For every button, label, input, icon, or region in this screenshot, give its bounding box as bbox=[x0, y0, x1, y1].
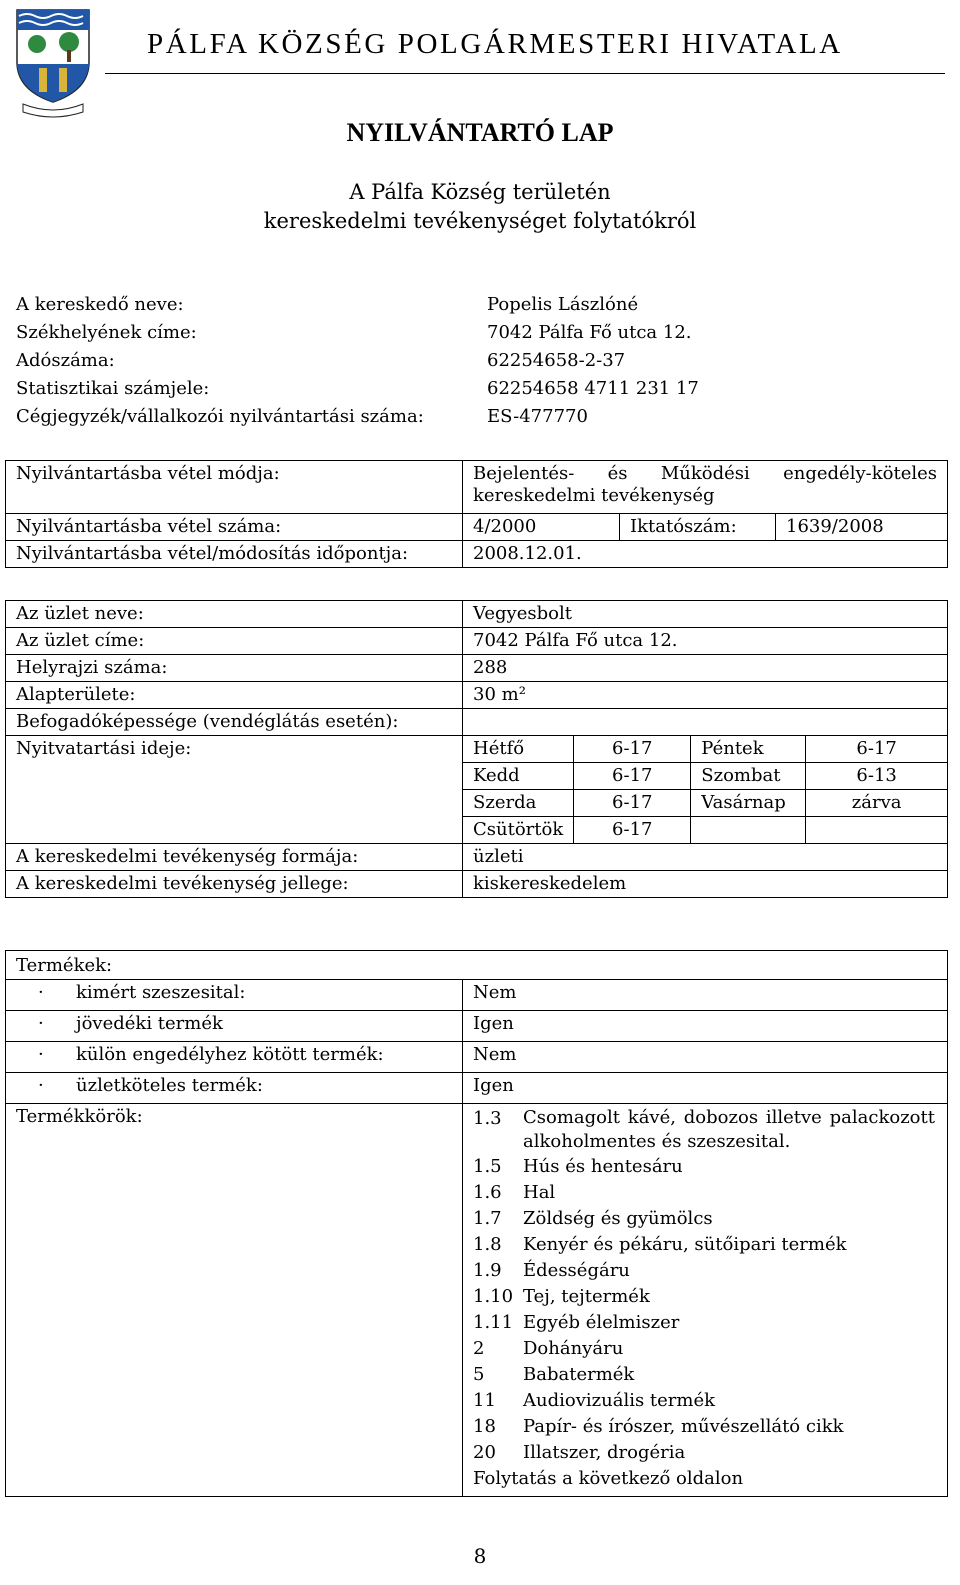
product-item-value: Igen bbox=[463, 1073, 948, 1104]
category-text: Illatszer, drogéria bbox=[523, 1442, 686, 1463]
table-row bbox=[6, 461, 948, 514]
category-item bbox=[473, 1154, 935, 1180]
category-list bbox=[473, 1106, 935, 1466]
category-item bbox=[473, 1232, 935, 1258]
category-code: 5 bbox=[473, 1364, 485, 1385]
activity-nature-label: A kereskedelmi tevékenység jellege: bbox=[6, 871, 463, 898]
category-item bbox=[473, 1388, 935, 1414]
shop-address-value: 7042 Pálfa Fő utca 12. bbox=[463, 628, 948, 655]
category-text: Édességáru bbox=[523, 1260, 630, 1281]
hours-day: Csütörtök bbox=[463, 817, 574, 844]
category-item bbox=[473, 1310, 935, 1336]
hours-day: Kedd bbox=[463, 763, 574, 790]
category-item bbox=[473, 1258, 935, 1284]
table-row bbox=[6, 1011, 948, 1042]
category-code: 1.8 bbox=[473, 1234, 502, 1255]
category-text: Csomagolt kávé, dobozos illetve palackozott alkoholmentes és szeszesital. bbox=[523, 1107, 935, 1152]
hours-time: 6-17 bbox=[574, 817, 691, 844]
merchant-address-label: Székhelyének címe: bbox=[16, 322, 197, 343]
category-code: 1.6 bbox=[473, 1182, 502, 1203]
municipal-crest bbox=[13, 2, 93, 120]
category-text: Egyéb élelmiszer bbox=[523, 1312, 680, 1333]
table-row bbox=[6, 514, 948, 541]
hours-day: Szombat bbox=[691, 763, 806, 790]
hours-time: zárva bbox=[806, 790, 948, 817]
registration-mode-value bbox=[463, 461, 948, 514]
hours-time: 6-17 bbox=[574, 763, 691, 790]
opening-hours-label: Nyitvatartási ideje: bbox=[6, 736, 463, 844]
table-row bbox=[6, 682, 948, 709]
bullet-icon: · bbox=[38, 1075, 44, 1096]
continued-note: Folytatás a következő oldalon bbox=[473, 1468, 744, 1489]
registration-table bbox=[5, 460, 948, 568]
category-text: Tej, tejtermék bbox=[523, 1286, 650, 1307]
header-rule bbox=[105, 73, 945, 74]
statistical-code-label: Statisztikai számjele: bbox=[16, 378, 210, 399]
hours-time bbox=[806, 817, 948, 844]
product-item-value: Igen bbox=[463, 1011, 948, 1042]
registration-mode-label: Nyilvántartásba vétel módja: bbox=[6, 461, 463, 514]
shop-address-label: Az üzlet címe: bbox=[6, 628, 463, 655]
product-categories-label: Termékkörök: bbox=[6, 1104, 463, 1497]
bullet-icon: · bbox=[38, 1044, 44, 1065]
shop-table bbox=[5, 600, 948, 898]
hours-day: Vasárnap bbox=[691, 790, 806, 817]
bullet-icon: · bbox=[38, 982, 44, 1003]
filing-number-value: 1639/2008 bbox=[776, 514, 948, 541]
hours-day: Hétfő bbox=[463, 736, 574, 763]
hours-time: 6-17 bbox=[806, 736, 948, 763]
hours-time: 6-17 bbox=[574, 736, 691, 763]
table-row bbox=[6, 871, 948, 898]
product-item-text: üzletköteles termék: bbox=[76, 1075, 263, 1096]
registration-number-value: 4/2000 bbox=[463, 514, 620, 541]
table-row bbox=[6, 1104, 948, 1497]
merchant-name-value: Popelis Lászlóné bbox=[487, 294, 639, 315]
table-row bbox=[6, 709, 948, 736]
table-row bbox=[6, 951, 948, 980]
registration-mode-value-line-2: kereskedelmi tevékenység bbox=[473, 485, 715, 506]
company-registry-label: Cégjegyzék/vállalkozói nyilvántartási száma: bbox=[16, 406, 424, 427]
category-text: Hús és hentesáru bbox=[523, 1156, 683, 1177]
category-code: 1.5 bbox=[473, 1156, 502, 1177]
category-text: Zöldség és gyümölcs bbox=[523, 1208, 713, 1229]
category-item bbox=[473, 1414, 935, 1440]
merchant-name-label: A kereskedő neve: bbox=[16, 294, 184, 315]
category-code: 1.3 bbox=[473, 1108, 502, 1129]
product-item-value: Nem bbox=[463, 1042, 948, 1073]
product-item-label bbox=[6, 1042, 463, 1073]
products-heading: Termékek: bbox=[6, 951, 948, 980]
table-row bbox=[6, 541, 948, 568]
bullet-icon: · bbox=[38, 1013, 44, 1034]
category-text: Papír- és írószer, művészellátó cikk bbox=[523, 1416, 844, 1437]
table-row bbox=[6, 628, 948, 655]
product-item-text: külön engedélyhez kötött termék: bbox=[76, 1044, 384, 1065]
statistical-code-value: 62254658 4711 231 17 bbox=[487, 378, 699, 399]
hours-day bbox=[691, 817, 806, 844]
product-item-text: kimért szeszesital: bbox=[76, 982, 246, 1003]
hours-day: Szerda bbox=[463, 790, 574, 817]
product-item-value: Nem bbox=[463, 980, 948, 1011]
product-item-label bbox=[6, 1011, 463, 1042]
category-code: 11 bbox=[473, 1390, 496, 1411]
category-text: Kenyér és pékáru, sütőipari termék bbox=[523, 1234, 847, 1255]
category-item bbox=[473, 1336, 935, 1362]
table-row bbox=[6, 980, 948, 1011]
merchant-address-value: 7042 Pálfa Fő utca 12. bbox=[487, 322, 692, 343]
filing-number-label: Iktatószám: bbox=[620, 514, 776, 541]
registration-mode-value-line-1: Bejelentés- és Működési engedély-köteles bbox=[473, 463, 937, 484]
office-header-title: PÁLFA KÖZSÉG POLGÁRMESTERI HIVATALA bbox=[147, 28, 843, 60]
page-number: 8 bbox=[473, 1544, 487, 1568]
category-code: 20 bbox=[473, 1442, 496, 1463]
products-table bbox=[5, 950, 948, 1497]
document-subtitle-2: kereskedelmi tevékenységet folytatókról bbox=[263, 209, 697, 233]
category-code: 18 bbox=[473, 1416, 496, 1437]
category-text: Babatermék bbox=[523, 1364, 635, 1385]
activity-nature-value: kiskereskedelem bbox=[463, 871, 948, 898]
category-item bbox=[473, 1180, 935, 1206]
category-item bbox=[473, 1284, 935, 1310]
category-code: 1.10 bbox=[473, 1286, 514, 1307]
registration-date-value: 2008.12.01. bbox=[463, 541, 948, 568]
shop-name-value: Vegyesbolt bbox=[463, 601, 948, 628]
product-categories-list bbox=[463, 1104, 948, 1497]
hours-time: 6-13 bbox=[806, 763, 948, 790]
table-row bbox=[6, 1073, 948, 1104]
category-code: 1.11 bbox=[473, 1312, 514, 1333]
category-item bbox=[473, 1440, 935, 1466]
hours-time: 6-17 bbox=[574, 790, 691, 817]
category-item bbox=[473, 1206, 935, 1232]
activity-form-label: A kereskedelmi tevékenység formája: bbox=[6, 844, 463, 871]
category-code: 2 bbox=[473, 1338, 485, 1359]
category-text: Audiovizuális termék bbox=[523, 1390, 716, 1411]
tax-number-value: 62254658-2-37 bbox=[487, 350, 626, 371]
lot-number-value: 288 bbox=[463, 655, 948, 682]
tax-number-label: Adószáma: bbox=[16, 350, 115, 371]
document-subtitle-1: A Pálfa Község területén bbox=[349, 180, 611, 204]
table-row bbox=[6, 844, 948, 871]
category-item bbox=[473, 1362, 935, 1388]
product-item-label bbox=[6, 1073, 463, 1104]
capacity-value bbox=[463, 709, 948, 736]
category-text: Hal bbox=[523, 1182, 556, 1203]
lot-number-label: Helyrajzi száma: bbox=[6, 655, 463, 682]
floor-area-label: Alapterülete: bbox=[6, 682, 463, 709]
registration-date-label: Nyilvántartásba vétel/módosítás időpontja: bbox=[6, 541, 463, 568]
registration-number-label: Nyilvántartásba vétel száma: bbox=[6, 514, 463, 541]
activity-form-value: üzleti bbox=[463, 844, 948, 871]
table-row bbox=[6, 601, 948, 628]
category-code: 1.7 bbox=[473, 1208, 502, 1229]
product-item-text: jövedéki termék bbox=[76, 1013, 223, 1034]
category-item bbox=[473, 1106, 935, 1154]
category-text: Dohányáru bbox=[523, 1338, 624, 1359]
table-row bbox=[6, 736, 948, 763]
capacity-label: Befogadóképessége (vendéglátás esetén): bbox=[6, 709, 463, 736]
company-registry-value: ES-477770 bbox=[487, 406, 588, 427]
table-row bbox=[6, 655, 948, 682]
category-code: 1.9 bbox=[473, 1260, 502, 1281]
document-title: NYILVÁNTARTÓ LAP bbox=[346, 118, 614, 147]
floor-area-value: 30 m² bbox=[463, 682, 948, 709]
hours-day: Péntek bbox=[691, 736, 806, 763]
table-row bbox=[6, 1042, 948, 1073]
shop-name-label: Az üzlet neve: bbox=[6, 601, 463, 628]
product-item-label bbox=[6, 980, 463, 1011]
